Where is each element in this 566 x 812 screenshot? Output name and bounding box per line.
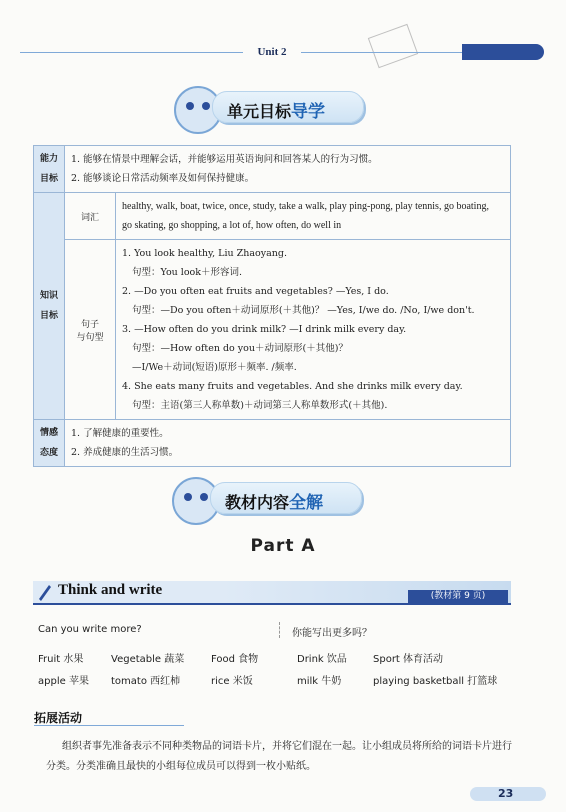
part-heading: Part A	[250, 536, 316, 556]
attitude-item: 2. 养成健康的生活习惯。	[71, 447, 179, 458]
sentence-line: 句型：You look＋形容词.	[132, 267, 243, 278]
example-word	[38, 672, 89, 687]
example-word	[373, 672, 497, 687]
question-zh: 你能写出更多吗？	[292, 628, 372, 639]
section-title-objectives	[212, 91, 364, 123]
word-en: Sport	[373, 654, 400, 665]
textbook-page-ref: (教材第 9 页)	[408, 590, 508, 603]
pencil-icon	[36, 583, 52, 601]
category-word	[211, 650, 258, 665]
sentence-line: 句型：主语(第三人称单数)＋动词第三人称单数形式(＋其他).	[132, 400, 388, 411]
word-en: Food	[211, 654, 235, 665]
word-en: Drink	[297, 654, 324, 665]
ability-item: 1. 能够在情景中理解会话，并能够运用英语询问和回答某人的行为习惯。	[71, 154, 378, 165]
think-write-title: Think and write	[58, 582, 163, 598]
category-word	[373, 650, 443, 665]
corner-stamp-decoration	[368, 24, 418, 68]
sentence-label-line: 与句型	[76, 332, 104, 343]
extension-rule	[34, 725, 184, 726]
category-label: 态度	[39, 448, 58, 458]
category-ability	[34, 146, 65, 193]
sentence-line: 3. —How often do you drink milk? —I drink milk every day.	[122, 324, 407, 335]
word-zh: 苹果	[68, 676, 89, 687]
ability-cell	[65, 146, 511, 193]
ability-item: 2. 能够谈论日常活动频率及如何保持健康。	[71, 173, 255, 184]
attitude-item: 1. 了解健康的重要性。	[71, 428, 169, 439]
word-en: Vegetable	[111, 654, 162, 665]
word-zh: 牛奶	[321, 676, 342, 687]
table-row	[34, 240, 511, 420]
vocab-text: healthy, walk, boat, twice, once, study, take a walk, play ping-pong, play tennis, go boating,	[122, 201, 489, 212]
unit-label: Unit 2	[243, 46, 301, 60]
think-write-rule	[33, 603, 511, 605]
example-word	[211, 672, 253, 687]
category-word	[38, 650, 83, 665]
attitude-cell	[65, 420, 511, 467]
section-title-highlight: 全解	[289, 493, 324, 513]
section-title-main: 教材内容	[225, 493, 290, 512]
word-en: tomato	[111, 676, 147, 687]
page-number: 23	[498, 787, 514, 800]
word-zh: 西红柿	[150, 676, 181, 687]
example-word	[297, 672, 341, 687]
section-title-highlight: 导学	[291, 102, 326, 122]
word-en: playing basketball	[373, 676, 465, 687]
word-en: apple	[38, 676, 66, 687]
question-divider	[279, 622, 281, 638]
category-label: 目标	[39, 311, 58, 321]
sentence-label	[65, 240, 116, 420]
section-title-content	[210, 482, 362, 514]
word-zh: 水果	[63, 654, 84, 665]
category-knowledge	[34, 193, 65, 420]
sentence-line: —I/We＋动词(短语)原形＋频率. /频率.	[132, 362, 297, 373]
word-en: rice	[211, 676, 230, 687]
extension-text: 组织者事先准备表示不同种类物品的词语卡片，并将它们混在一起。让小组成员将所给的词语卡片进行分类。分类准确且最快的小组每位成员可以得到一枚小贴纸。	[46, 741, 512, 772]
word-zh: 打篮球	[467, 676, 498, 687]
word-zh: 米饭	[232, 676, 253, 687]
table-row	[34, 193, 511, 240]
sentence-line: 2. —Do you often eat fruits and vegetables? —Yes, I do.	[122, 286, 389, 297]
sentence-line: 句型：—How often do you＋动词原形(＋其他)？	[132, 343, 348, 354]
category-word	[111, 650, 184, 665]
sentence-line: 句型：—Do you often＋动词原形(＋其他)？ —Yes, I/we do. /No, I/we don't.	[132, 305, 475, 316]
category-word	[297, 650, 347, 665]
sentence-cell	[116, 240, 511, 420]
table-row	[34, 146, 511, 193]
word-en: milk	[297, 676, 319, 687]
word-zh: 饮品	[326, 654, 347, 665]
category-label: 情感	[39, 428, 58, 438]
vocab-label: 词汇	[65, 193, 116, 240]
category-attitude	[34, 420, 65, 467]
sentence-line: 4. She eats many fruits and vegetables. And she drinks milk every day.	[122, 381, 463, 392]
word-zh: 蔬菜	[164, 654, 185, 665]
word-zh: 食物	[238, 654, 259, 665]
category-label: 能力	[39, 154, 58, 164]
table-row	[34, 420, 511, 467]
category-label: 目标	[39, 174, 58, 184]
word-zh: 体育活动	[403, 654, 444, 665]
example-word	[111, 672, 180, 687]
question-en: Can you write more?	[38, 624, 142, 635]
section-title-main: 单元目标	[227, 102, 292, 121]
extension-label: 拓展活动	[34, 711, 83, 725]
sentence-line: 1. You look healthy, Liu Zhaoyang.	[122, 248, 288, 259]
sentence-label-line: 句子	[80, 319, 99, 330]
objectives-table	[33, 145, 511, 467]
word-en: Fruit	[38, 654, 61, 665]
vocab-cell	[116, 193, 511, 240]
category-label: 知识	[39, 291, 58, 301]
header-tab-decoration	[462, 44, 544, 60]
vocab-text: go skating, go shopping, a lot of, how often, do well in	[122, 220, 342, 231]
